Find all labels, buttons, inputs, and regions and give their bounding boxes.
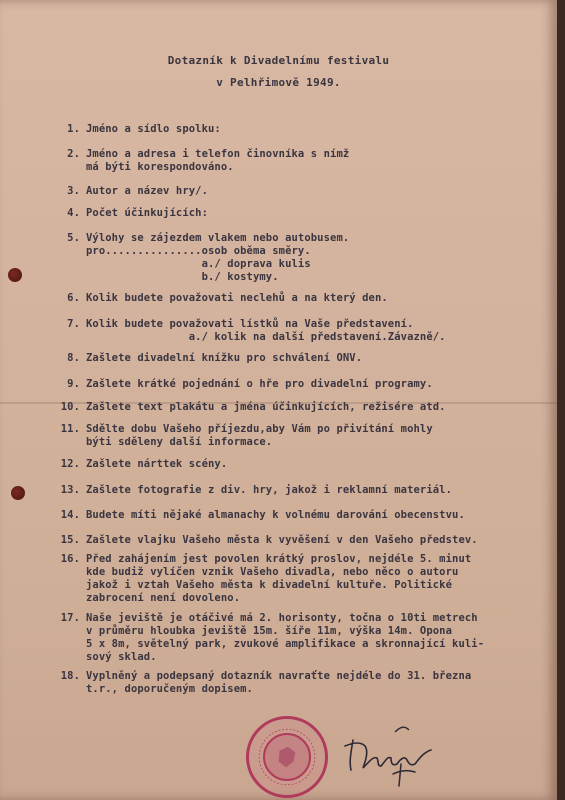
question-text-line: Zašlete nárttek scény. (86, 458, 228, 470)
question-text-line: Zašlete text plakátu a jména účinkujících, režisére atd. (86, 401, 446, 413)
question-text-line: Výlohy se zájezdem vlakem nebo autobusem. (86, 232, 350, 244)
question-number: 5. (67, 232, 80, 244)
question-number: 3. (67, 185, 80, 197)
question-text-line: Před zahájením jest povolen krátký proslov, nejdéle 5. minut (86, 553, 472, 565)
question-item (52, 378, 433, 391)
question-number: 2. (67, 148, 80, 160)
question-item (52, 352, 362, 365)
question-number: 16. (60, 553, 80, 565)
question-number: 4. (67, 207, 80, 219)
punch-hole-top (8, 268, 22, 282)
question-number: 10. (60, 401, 80, 413)
question-text-line: a./ doprava kulis (86, 258, 311, 270)
question-item (52, 185, 208, 198)
question-text-line: v průměru hloubka jeviště 15m. šíře 11m, výška 14m. Opona (86, 625, 453, 637)
question-number: 8. (67, 352, 80, 364)
question-number: 15. (60, 534, 80, 546)
question-text-line: Zašlete vlajku Vašeho města k vyvěšení v den Vašeho předstev. (86, 534, 478, 546)
question-text-line: Vyplněný a podepsaný dotazník navraťte nejdéle do 31. března (86, 670, 472, 682)
question-text-line: Sdělte dobu Vašeho příjezdu,aby Vám po přivítání mohly (86, 423, 433, 435)
question-text-line: sový sklad. (86, 651, 157, 663)
question-item (52, 509, 465, 522)
question-number: 17. (60, 612, 80, 624)
question-text-line: má býti korespondováno. (86, 161, 234, 173)
question-item (52, 534, 478, 547)
question-number: 7. (67, 318, 80, 330)
question-text-line: kde budiž vylíčen vznik Vašeho divadla, nebo něco o autoru (86, 566, 459, 578)
question-text-line: Autor a název hry/. (86, 185, 209, 197)
question-item (52, 292, 388, 305)
question-number: 9. (67, 378, 80, 390)
document-subtitle: v Pelhřimově 1949. (216, 76, 341, 89)
question-item (52, 207, 208, 220)
question-text-line: Počet účinkujících: (86, 207, 209, 219)
question-text-line: a./ kolik na další představení.Závazně/. (86, 331, 446, 343)
question-text-line: Zašlete divadelní knížku pro schválení ONV. (86, 352, 363, 364)
question-number: 14. (60, 509, 80, 521)
question-text-line: 5 x 8m, světelný park, zvukové amplifikace a skronnající kuli- (86, 638, 485, 650)
handwritten-signature (335, 712, 445, 792)
question-text-line: Zašlete krátké pojednání o hře pro divadelní programy. (86, 378, 433, 390)
question-number: 13. (60, 484, 80, 496)
question-text-line: Kolik budete považovati neclehů a na který den. (86, 292, 388, 304)
question-item (52, 423, 433, 449)
question-number: 6. (67, 292, 80, 304)
question-text-line: t.r., doporučeným dopisem. (86, 683, 253, 695)
question-item (52, 670, 471, 696)
question-item (52, 458, 227, 471)
question-text-line: býti sděleny další informace. (86, 436, 273, 448)
question-item (52, 123, 221, 136)
question-number: 12. (60, 458, 80, 470)
question-number: 18. (60, 670, 80, 682)
question-text-line: Jméno a adresa i telefon činovníka s nímž (86, 148, 350, 160)
question-text-line: Budete míti nějaké almanachy k volnému darování obecenstvu. (86, 509, 465, 521)
question-text-line: Kolik budete považovati lístků na Vaše představení. (86, 318, 414, 330)
question-item (52, 401, 446, 414)
stamp-seal-ring (249, 719, 325, 795)
question-text-line: pro...............osob oběma směry. (86, 245, 311, 257)
stamp-seal (246, 716, 328, 798)
question-item (52, 484, 452, 497)
question-item (52, 553, 471, 605)
question-text-line: Zašlete fotografie z div. hry, jakož i reklamní materiál. (86, 484, 453, 496)
question-text-line: jakož i vztah Vašeho města k divadelní kultuře. Politické (86, 579, 453, 591)
question-text-line: Naše jeviště je otáčivé má 2. horisonty, točna o 10ti metrech (86, 612, 478, 624)
question-number: 11. (60, 423, 80, 435)
question-item (52, 232, 349, 284)
question-item (52, 612, 484, 664)
question-item (52, 318, 446, 344)
punch-hole-bottom (11, 486, 25, 500)
question-number: 1. (67, 123, 80, 135)
question-text-line: Jméno a sídlo spolku: (86, 123, 221, 135)
question-text-line: zabrocení není dovoleno. (86, 592, 241, 604)
document-title: Dotazník k Divadelnímu festivalu (167, 54, 390, 67)
question-text-line: b./ kostymy. (86, 271, 279, 283)
question-item (52, 148, 349, 174)
